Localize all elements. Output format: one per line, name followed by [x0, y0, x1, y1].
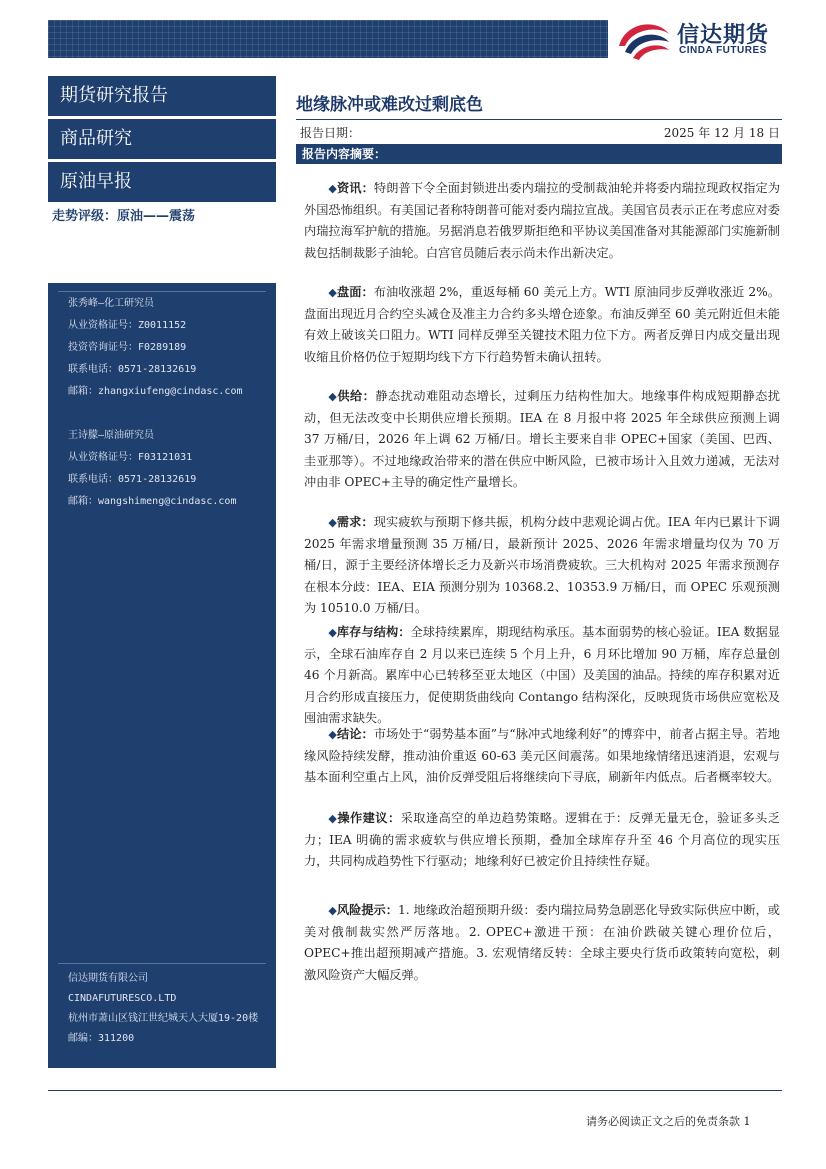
- sidebar-block-report-type: 期货研究报告: [48, 76, 276, 116]
- section-text: 采取逢高空的单边趋势策略。逻辑在于：反弹无量无仓，验证多头乏力；IEA 明确的需求疲软与供应增长预期，叠加全球库存升至 46 个月高位的现实压力，共同构成趋势性下行驱动；地缘利好已被定价且持续性存疑。: [304, 811, 781, 868]
- section-heading: 操作建议：: [337, 811, 401, 825]
- section-news: [304, 178, 780, 264]
- company-logo: [615, 16, 795, 60]
- company-postcode: 邮编：311200: [68, 1033, 135, 1044]
- section-text: 特朗普下令全面封锁进出委内瑞拉的受制裁油轮并将委内瑞拉现政权指定为外国恐怖组织。有美国记者称特朗普可能对委内瑞拉宣战。美国官员表示正在考虑应对委内瑞拉海军护航的措施。另据消息若俄罗斯拒绝和平协议美国准备对其能源部门实施新制裁包括制裁影子油轮。白宫官员随后表示尚未作出新决定。: [304, 181, 781, 260]
- analyst-phone: 联系电话：0571-28132619: [68, 474, 197, 485]
- analyst-phone: 联系电话：0571-28132619: [68, 364, 197, 375]
- diamond-bullet-icon: ◆: [328, 626, 337, 639]
- section-demand: [304, 512, 780, 620]
- company-address: 杭州市萧山区钱江世纪城天人大厦19-20楼: [68, 1013, 259, 1024]
- section-strategy: [304, 808, 780, 873]
- logo-text-cn: 信达期货: [677, 23, 770, 48]
- section-supply: [304, 386, 780, 494]
- section-text: 1. 地缘政治超预期升级：委内瑞拉局势急剧恶化导致实际供应中断，或美对俄制裁实然严厉落地。2. OPEC+激进干预：在油价跌破关键心理价位后，OPEC+推出超预期减产措施。3. 宏观情绪反转：全球主要央行货币政策转向宽松，刺激风险资产大幅反弹。: [304, 903, 780, 982]
- logo-text-en: CINDA FUTURES: [679, 45, 767, 56]
- section-market: [304, 282, 780, 368]
- diamond-bullet-icon: ◆: [328, 182, 337, 195]
- section-text: 全球持续累库，期现结构承压。基本面弱势的核心验证。IEA 数据显示，全球石油库存自 2 月以来已连续 5 个月上升，6 月环比增加 90 万桶，库存总量创 46 个月新高。累库中心已转移至亚太地区（中国）及美国的油品。持续的库存积累对近月合约形成直接压力，促使期货曲线向 Contango 结构深化，反映现货市场供应宽松及囤油需求缺失。: [304, 625, 781, 725]
- diamond-bullet-icon: ◆: [328, 516, 337, 529]
- section-text: 现实疲软与预期下修共振，机构分歧中悲观论调占优。IEA 年内已累计下调 2025 年需求增量预测 35 万桶/日，最新预计 2025、2026 年需求增量均仅为 70 万桶/日，源于主要经济体增长乏力及新兴市场消费疲软。三大机构对 2025 年需求预测存在根本分歧：IEA、EIA 预测分别为 10368.2、10353.9 万桶/日，而 OPEC 乐观预测为 10510.0 万桶/日。: [304, 515, 781, 615]
- section-conclusion: [304, 724, 780, 789]
- section-heading: 库存与结构：: [336, 625, 411, 639]
- analyst-name: 王诗朦—原油研究员: [68, 430, 155, 441]
- report-date-value: 2025 年 12 月 18 日: [663, 126, 780, 140]
- company-name: 信达期货有限公司: [68, 973, 148, 984]
- sidebar-divider: [58, 963, 266, 964]
- section-heading: 资讯：: [336, 181, 374, 195]
- section-inventory: [304, 622, 780, 730]
- summary-header: 报告内容摘要：: [296, 144, 782, 164]
- analyst-card: [68, 293, 243, 403]
- title-underline: [296, 119, 782, 120]
- diamond-bullet-icon: ◆: [328, 286, 337, 299]
- disclaimer-note: 请务必阅读正文之后的免责条款 1: [586, 1115, 751, 1128]
- diamond-bullet-icon: ◆: [328, 812, 338, 825]
- diamond-bullet-icon: ◆: [328, 728, 337, 741]
- section-text: 市场处于“弱势基本面”与“脉冲式地缘利好”的博弈中，前者占据主导。若地缘风险持续发酵，推动油价重返 60-63 美元区间震荡。如果地缘情绪迅速消退，宏观与基本面利空重占上风，油价反弹受阻后将继续向下寻底，刷新年内低点。后者概率较大。: [304, 727, 780, 784]
- trend-rating: 走势评级：原油——震荡: [52, 209, 196, 224]
- diamond-bullet-icon: ◆: [328, 390, 338, 403]
- analyst-name: 张秀峰—化工研究员: [68, 298, 155, 309]
- sidebar-divider: [58, 291, 266, 292]
- section-heading: 结论：: [336, 727, 374, 741]
- report-date-label: 报告日期：: [300, 126, 361, 140]
- section-text: 静态扰动难阻动态增长，过剩压力结构性加大。地缘事件构成短期静态扰动，但无法改变中长期供应增长预期。IEA 在 8 月报中将 2025 年全球供应预测上调 37 万桶/日，2026 年上调 62 万桶/日。增长主要来自非 OPEC+国家（美国、巴西、圭亚那等）。不过地缘政治带来的潜在供应中断风险，已被市场计入且效力递减，无法对冲由非 OPEC+主导的确定性产量增长。: [304, 389, 780, 489]
- section-heading: 供给：: [337, 389, 376, 403]
- analyst-license: 从业资格证号：Z0011152: [68, 320, 187, 331]
- analyst-advisory-license: 投资咨询证号：F0289189: [68, 342, 187, 353]
- company-info: [68, 969, 258, 1049]
- section-risk: [304, 900, 780, 986]
- section-text: 布油收涨超 2%，重返每桶 60 美元上方。WTI 原油同步反弹收涨近 2%。盘面出现近月合约空头减仓及准主力合约多头增仓迹象。布油反弹至 60 美元附近但未能有效上破该关口阻力。WTI 同样反弹至关键技术阻力位下方。两者反弹日内成交量出现收缩且价格仍位于短期均线下方下行趋势暂未确认扭转。: [304, 285, 780, 364]
- report-title: 地缘脉冲或难改过剩底色: [296, 95, 483, 115]
- footer-divider: [48, 1090, 782, 1091]
- analyst-card: [68, 425, 236, 513]
- section-heading: 盘面：: [336, 285, 374, 299]
- sidebar-info-panel: [48, 283, 276, 1068]
- logo-swirl-icon: [615, 16, 673, 60]
- sidebar-block-product: 原油早报: [48, 162, 276, 202]
- company-name-en: CINDAFUTURESCO.LTD: [68, 993, 177, 1004]
- section-heading: 需求：: [336, 515, 374, 529]
- diamond-bullet-icon: ◆: [328, 904, 337, 917]
- sidebar: [48, 76, 276, 224]
- analyst-email: 邮箱：zhangxiufeng@cindasc.com: [68, 386, 243, 397]
- analyst-email: 邮箱：wangshimeng@cindasc.com: [68, 496, 237, 507]
- sidebar-block-category: 商品研究: [48, 119, 276, 159]
- section-heading: 风险提示：: [336, 903, 398, 917]
- analyst-license: 从业资格证号：F03121031: [68, 452, 193, 463]
- header-band: [48, 20, 608, 58]
